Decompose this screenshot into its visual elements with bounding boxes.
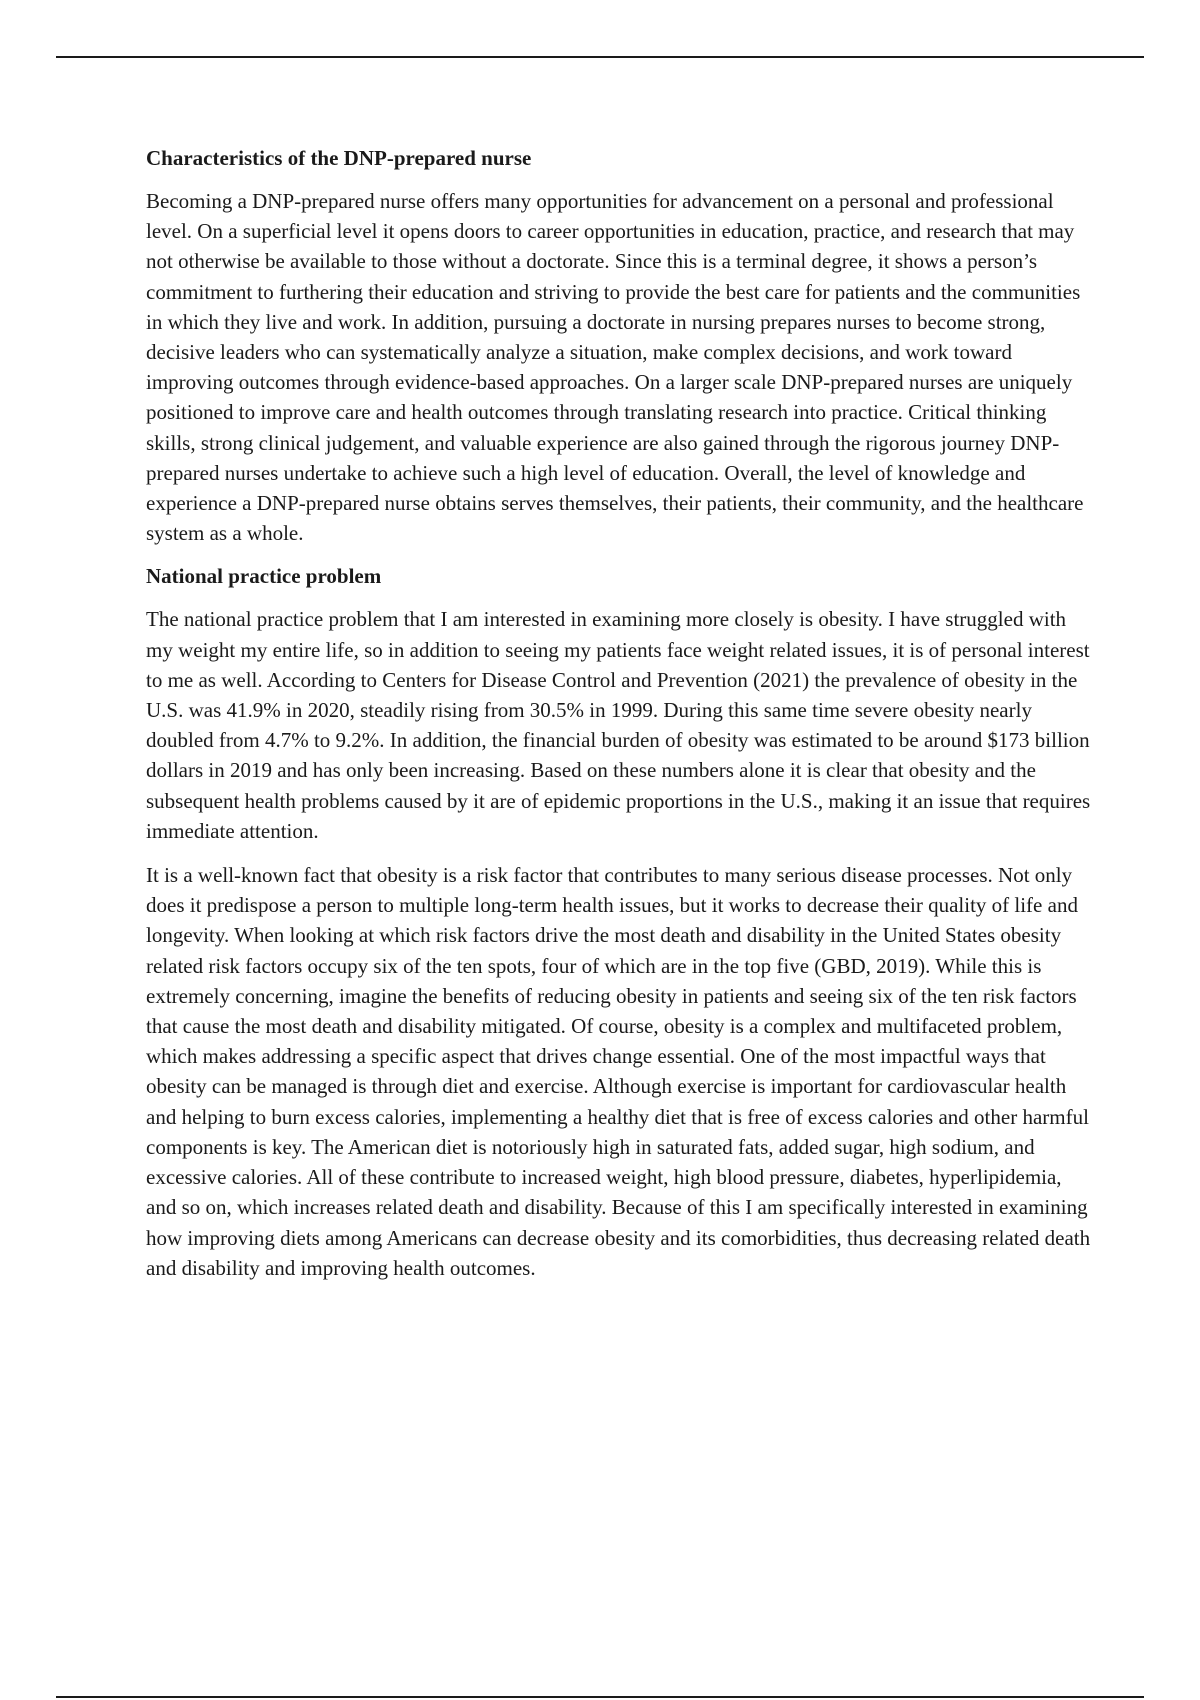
section-heading-national-practice-problem: National practice problem (146, 564, 382, 589)
paragraph-obesity-risk-factors: It is a well-known fact that obesity is a risk factor that contributes to many serious disease processes. Not only does it predispose a person to multiple long-term health issues, but it works to decrease their quality of life and longevity. When looking at which risk factors drive the most death and disability in the United States obesity related risk factors occupy six of the ten spots, four of which are in the top five (GBD, 2019). While this is extremely concerning, imagine the benefits of reducing obesity in patients and seeing six of the ten risk factors that cause the most death and disability mitigated. Of course, obesity is a complex and multifaceted problem, which makes addressing a specific aspect that drives change essential. One of the most impactful ways that obesity can be managed is through diet and exercise. Although exercise is important for cardiovascular health and helping to burn excess calories, implementing a healthy diet that is free of excess calories and other harmful components is key. The American diet is notoriously high in saturated fats, added sugar, high sodium, and excessive calories. All of these contribute to increased weight, high blood pressure, diabetes, hyperlipidemia, and so on, which increases related death and disability. Because of this I am specifically interested in examining how improving diets among Americans can decrease obesity and its comorbidities, thus decreasing related death and disability and improving health outcomes. (146, 863, 1091, 1280)
top-divider (56, 56, 1144, 58)
bottom-divider (56, 1696, 1144, 1698)
paragraph-obesity-prevalence: The national practice problem that I am interested in examining more closely is obesity. I have struggled with my weight my entire life, so in addition to seeing my patients face weight related issues, it is of personal interest to me as well. According to Centers for Disease Control and Prevention (2021) the prevalence of obesity in the U.S. was 41.9% in 2020, steadily rising from 30.5% in 1999. During this same time severe obesity nearly doubled from 4.7% to 9.2%. In addition, the financial burden of obesity was estimated to be around $173 billion dollars in 2019 and has only been increasing. Based on these numbers alone it is clear that obesity and the subsequent health problems caused by it are of epidemic proportions in the U.S., making it an issue that requires immediate attention. (146, 607, 1091, 843)
document-body (146, 144, 1096, 1297)
paragraph-characteristics: Becoming a DNP-prepared nurse offers many opportunities for advancement on a personal and professional level. On a superficial level it opens doors to career opportunities in education, practice, and research that may not otherwise be available to those without a doctorate. Since this is a terminal degree, it shows a person’s commitment to furthering their education and striving to provide the best care for patients and the communities in which they live and work. In addition, pursuing a doctorate in nursing prepares nurses to become strong, decisive leaders who can systematically analyze a situation, make complex decisions, and work toward improving outcomes through evidence-based approaches. On a larger scale DNP-prepared nurses are uniquely positioned to improve care and health outcomes through translating research into practice. Critical thinking skills, strong clinical judgement, and valuable experience are also gained through the rigorous journey DNP-prepared nurses undertake to achieve such a high level of education. Overall, the level of knowledge and experience a DNP-prepared nurse obtains serves themselves, their patients, their community, and the healthcare system as a whole. (146, 189, 1084, 546)
section-heading-characteristics: Characteristics of the DNP-prepared nurse (146, 146, 532, 170)
